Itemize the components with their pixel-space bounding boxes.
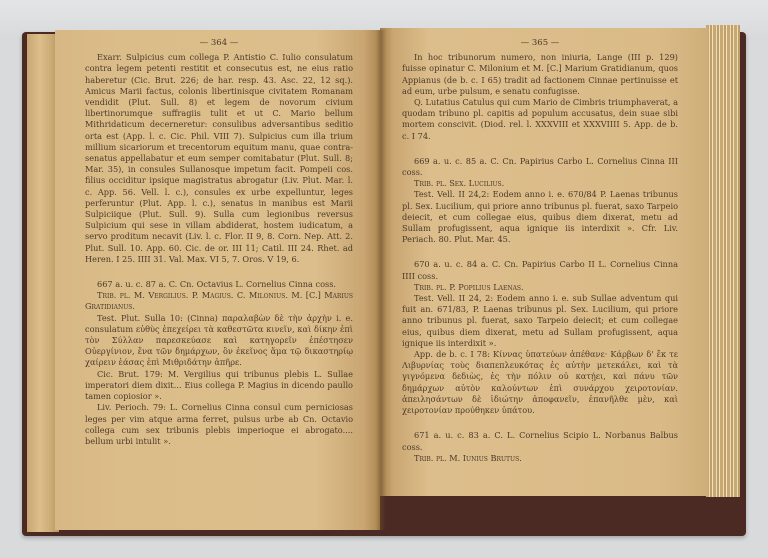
testimonium: Liv. Perioch. 79: L. Cornelius Cinna consul cum perniciosas leges per vim atque arma ferret, pulsus urbe ab Cn. Octavio collega cum sex tribunis plebis imperioque ei abrogato.... bellum urbi intulit ».: [85, 402, 353, 446]
section-heading: 669 a. u. c. 85 a. C. Cn. Papirius Carbo L. Cornelius Cinna III coss.: [402, 155, 678, 178]
page-number: — 364 —: [199, 38, 239, 48]
section-heading: 671 a. u. c. 83 a. C. L. Cornelius Scipio L. Norbanus Balbus coss.: [402, 430, 678, 452]
page-number: — 365 —: [520, 38, 560, 48]
tribunes-line: Trib. pl. M. Iunius Brutus.: [414, 452, 522, 463]
paragraph: In hoc tribunorum numero, non iniuria, Lange (III p. 129) fuisse opinatur C. Milonium et M. [C.] Marium Gratidianum, quos Appianus (de b. c. I 65) tradit ad factionem Cinnae pertinuisse et ad eum, urbe pulsum, e senatu confugisse.: [402, 52, 678, 96]
testimonium: Test. Vell. II 24, 2: Eodem anno i. e. sub Sullae adventum qui fuit an. 671/83, P. Laenas tribunus pl. Sex. Lucilium, qui priore anno tribunus pl. fuerat, saxo Tarpeio deiecit; et cum collegae eius, quibus diem dixerat, metu ad Sullam profugissent, aqua ignique iis interdixit ».: [402, 293, 678, 348]
tribunes-line: Trib. pl. M. Vergilius. P. Magius. C. Milonius. M. [C.] Marius Gratidianus.: [85, 290, 353, 312]
paragraph: Q. Lutatius Catulus qui cum Mario de Cimbris triumphaverat, a quodam tribuno pl. capitis ad populum accusatus, dein suae sibi mortem conscivit. (Diod. rel. l. XXXVIII et XXXVIIII 5. App. de b. c. I 74.: [402, 97, 678, 141]
right-page: [380, 28, 708, 496]
testimonium: App. de b. c. I 78: Κίννας ὑπατεύων ἀπέθανε· Κάρβων δ' ἔκ τε Λιβυρνίας τοὺς διαπεπλευκότας ἐς αὐτὴν μετεκάλει, καὶ τὰ γιγνόμενα δεδιὼς, ἐς τὴν πόλιν οὐ κατῄει, καὶ πάνυ τῶν δημάρχων αὐτὸν καλούντων ἐπὶ συνάρχου χειροτονίαν. ἀπειλησάντων δὲ ἰδιώτην ἀποφανεῖν, ἐπανῆλθε μὲν, καὶ χειροτονίαν προύθηκεν ὑπάτου.: [402, 349, 678, 416]
left-page: [55, 30, 380, 530]
section-heading: 667 a. u. c. 87 a. C. Cn. Octavius L. Cornelius Cinna coss.: [97, 279, 337, 290]
testimonium: Cic. Brut. 179: M. Vergilius qui tribunus plebis L. Sullae imperatori diem dixit... Eius collega P. Magius in dicendo paullo tamen copiosior ».: [85, 368, 353, 402]
left-page-text: [85, 38, 353, 447]
testimonium: Test. Vell. II 24,2: Eodem anno i. e. 670/84 P. Laenas tribunus pl. Sex. Lucilium, qui priore anno tribunus pl. fuerat, saxo Tarpeio deiecit, et cum collegae eius, quibus diem dixerat, metu ad Sullam profugissent, aqua ignique iis interdixit ». Cfr. Liv. Periach. 80. Plut. Mar. 45.: [402, 189, 678, 245]
book-gutter: [376, 30, 386, 530]
testimonium: Test. Plut. Sulla 10: (Cinna) παραλαβὼν δὲ τὴν ἀρχὴν i. e. consulatum εὐθὺς ἐπεχείρει τὰ καθεστῶτα κινεῖν, καὶ δίκην ἐπὶ τὸν Σύλλαν παρεσκεύασε καὶ κατηγορεῖν ἐπέστησεν Οὐεργίνιον, ἕνα τῶν δημάρχων, ὃν ἐκεῖνος ἅμα τῷ δικαστηρίῳ χαίρειν ἐάσας ἐπὶ Μιθριδάτην ἀπῆρε.: [85, 312, 353, 368]
section-heading: 670 a. u. c. 84 a. C. Cn. Papirius Carbo II L. Cornelius Cinna IIII coss.: [402, 259, 678, 281]
right-page-text: [402, 38, 678, 464]
paragraph: Exarr. Sulpicius cum collega P. Antistio C. Iulio consulatum contra legem petenti restitit et consecutus est, ne eius ratio haberetur (Cic. Brut. 226; de har. resp. 43. Asc. 22, 12 sq.). Amicus Marii factus, colonis libertinisque civitatem Romanam vendidit (Plut. Sull. 8) et legem de novorum civium libertinorumque suffragiis tulit et ut C. Mario bellum Mithridaticum decerneretur: consulibus adversantibus seditio orta est (App. l. c. Cic. Phil. VIII 7). Sulpicius cum illa trium millium sicariorum et trecentorum equitum manu, quae contra-senatus appellabatur et eum semper comitabatur (Plut. Sull. 8; Mar. 35), in consules Sullanosque impetum facit. Pompeii cos. filius occiditur ipsique magistratus abrogatur (Liv. Plut. Mar. l. c. App. 56. Vell. l. c.), consules ex urbe expelluntur, leges perferuntur (Plut. App. l. c.), senatus in manibus est Marii Sulpiciique (Plut. Sull. 9). Sulla cum legionibus reversus Sulpicium qui sese in villam abdiderat, hostem iudicatum, a servo proditum necavit (Liv. l. c. Flor. II 9, 8. Corn. Nep. Att. 2. Plut. Sull. 10. App. 60. Cic. de or. III 11; Catil. III 24. Rhet. ad Heren. I 25. IIII 31. Val. Max. VI 5, 7. Oros. V 19, 6.: [85, 52, 353, 264]
right-page-edges: [706, 25, 740, 497]
tribunes-line: Trib. pl. Sex. Lucilius.: [414, 178, 505, 189]
tribunes-line: Trib. pl. P. Popilius Laenas.: [414, 281, 524, 292]
